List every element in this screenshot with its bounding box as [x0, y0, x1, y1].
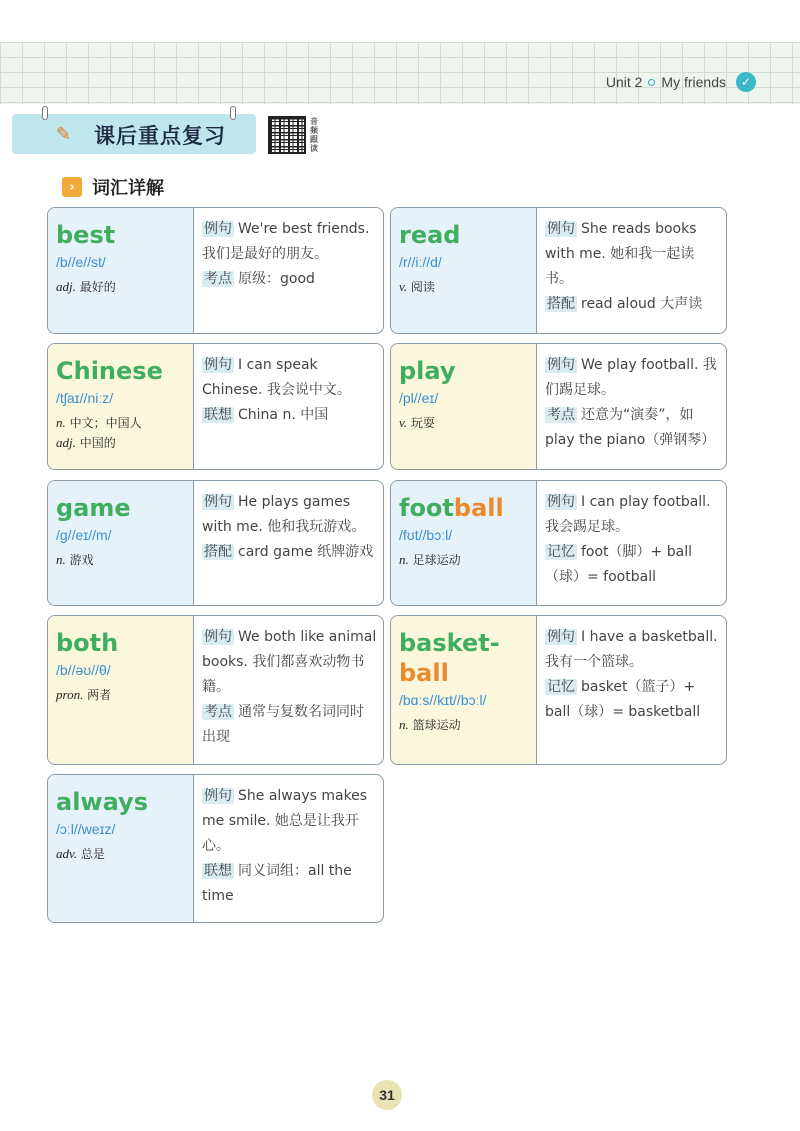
note-text: She reads books with me. 她和我一起读书。 — [545, 221, 697, 287]
pos-meaning: 总是 — [77, 847, 105, 861]
pos-abbrev: n. — [399, 552, 409, 567]
note-text: 原级：good — [238, 271, 315, 287]
note-line — [545, 675, 720, 725]
vocab-card-always — [47, 774, 384, 923]
note-tag: 考点 — [204, 271, 232, 287]
vocab-card-play — [390, 343, 727, 470]
headword — [399, 220, 536, 250]
part-of-speech — [399, 277, 536, 297]
note-tag: 例句 — [547, 221, 575, 237]
chevron-right-icon: › — [62, 177, 82, 197]
note-text: foot（脚）+ ball（球）= football — [545, 544, 692, 585]
note-tag: 搭配 — [547, 296, 575, 312]
note-text: He plays games with me. 他和我玩游戏。 — [202, 494, 366, 535]
section-tab — [12, 114, 256, 154]
note-tag: 考点 — [547, 407, 575, 423]
headword-part: ball — [453, 494, 504, 522]
note-line — [202, 267, 377, 292]
note-line — [202, 540, 377, 565]
note-text: We both like animal books. 我们都喜欢动物书籍。 — [202, 629, 377, 695]
pos-meaning: 玩耍 — [407, 416, 435, 430]
headword — [56, 787, 193, 817]
word-panel — [391, 616, 536, 764]
vocab-card-best — [47, 207, 384, 334]
notes-panel — [193, 208, 383, 333]
word-panel — [48, 775, 193, 922]
part-of-speech — [56, 550, 193, 570]
headword — [56, 628, 193, 658]
note-text: I can speak Chinese. 我会说中文。 — [202, 357, 351, 398]
note-line — [202, 217, 377, 267]
note-line — [545, 490, 720, 540]
note-text: card game 纸牌游戏 — [238, 544, 374, 560]
pencil-icon: ✎ — [56, 124, 72, 145]
headword-part: ball — [399, 659, 449, 687]
pos-abbrev: n. — [56, 552, 66, 567]
headword — [399, 356, 536, 386]
word-panel — [48, 344, 193, 469]
part-of-speech — [399, 413, 536, 433]
word-panel — [48, 616, 193, 764]
note-text: We're best friends. 我们是最好的朋友。 — [202, 221, 370, 262]
vocab-card-football — [390, 480, 727, 606]
subheading — [62, 174, 164, 200]
headword-part: basket- — [399, 629, 500, 657]
qr-code[interactable] — [268, 116, 306, 154]
word-panel — [48, 208, 193, 333]
note-line — [202, 784, 377, 859]
pos-abbrev: v. — [399, 279, 408, 294]
pos-meaning: 足球运动 — [408, 553, 461, 567]
phonetic: /tʃaɪ//niːz/ — [56, 390, 114, 406]
pos-abbrev: adj. — [56, 279, 76, 294]
part-of-speech — [56, 844, 193, 864]
note-tag: 联想 — [204, 863, 232, 879]
vocab-card-chinese — [47, 343, 384, 470]
headword-part: foot — [399, 494, 454, 522]
note-line — [545, 540, 720, 590]
vocab-card-game — [47, 480, 384, 606]
word-panel — [391, 208, 536, 333]
headword-part: Chinese — [56, 357, 163, 385]
note-text: 同义词组：all the time — [202, 863, 352, 904]
headword — [399, 628, 536, 688]
headword-part: always — [56, 788, 148, 816]
page-number: 31 — [372, 1080, 402, 1110]
note-line — [202, 700, 377, 750]
word-panel — [391, 344, 536, 469]
note-line — [202, 490, 377, 540]
note-text: She always makes me smile. 她总是让我开心。 — [202, 788, 368, 854]
note-tag: 例句 — [547, 629, 575, 645]
headword — [56, 493, 193, 523]
phonetic: /b//e//st/ — [56, 254, 106, 270]
headword-part: best — [56, 221, 116, 249]
word-panel — [391, 481, 536, 605]
part-of-speech — [56, 277, 193, 297]
vocab-card-read — [390, 207, 727, 334]
pos-meaning: 游戏 — [65, 553, 94, 567]
note-line — [202, 625, 377, 700]
part-of-speech — [56, 685, 193, 705]
note-line — [202, 403, 377, 428]
note-tag: 例句 — [204, 494, 232, 510]
vocab-card-both — [47, 615, 384, 765]
check-icon: ✓ — [736, 72, 756, 92]
headword-part: both — [56, 629, 119, 657]
note-line — [545, 353, 720, 403]
note-tag: 例句 — [204, 357, 232, 373]
unit-label — [606, 72, 756, 92]
pos-meaning: 中文；中国人 — [65, 416, 142, 430]
part-of-speech — [399, 715, 536, 735]
vocab-card-basketball — [390, 615, 727, 765]
phonetic: /bɑːs//kɪt//bɔːl/ — [399, 692, 487, 708]
phonetic: /g//eɪ//m/ — [56, 527, 112, 543]
phonetic: /fʊt//bɔːl/ — [399, 527, 453, 543]
note-tag: 联想 — [204, 407, 232, 423]
part-of-speech — [56, 413, 193, 433]
pos-meaning: 阅读 — [407, 280, 435, 294]
headword — [399, 493, 536, 523]
pos-abbrev: adj. — [56, 435, 76, 450]
unit-number: Unit 2 — [605, 74, 643, 90]
notes-panel — [536, 481, 726, 605]
notes-panel — [193, 481, 383, 605]
headword-part: game — [56, 494, 131, 522]
pos-meaning: 中国的 — [75, 436, 116, 450]
note-tag: 例句 — [547, 494, 575, 510]
qr-label: 音频跟读 — [310, 117, 318, 153]
note-line — [545, 403, 720, 453]
note-text: China n. 中国 — [238, 407, 329, 423]
pos-abbrev: v. — [399, 415, 408, 430]
word-panel — [48, 481, 193, 605]
pos-meaning: 最好的 — [75, 280, 116, 294]
note-text: I have a basketball. 我有一个篮球。 — [545, 629, 718, 670]
pin-icon — [230, 106, 236, 120]
pos-abbrev: pron. — [56, 687, 84, 702]
note-text: We play football. 我们踢足球。 — [545, 357, 717, 398]
headword-part: read — [399, 221, 461, 249]
note-line — [545, 217, 720, 292]
note-tag: 搭配 — [204, 544, 232, 560]
subheading-text: 词汇详解 — [92, 178, 164, 199]
headword — [56, 356, 193, 386]
note-line — [202, 353, 377, 403]
note-text: 通常与复数名词同时出现 — [202, 704, 364, 745]
note-tag: 例句 — [204, 788, 232, 804]
pos-meaning: 两者 — [83, 688, 112, 702]
pos-meaning: 篮球运动 — [408, 718, 461, 732]
note-tag: 例句 — [547, 357, 575, 373]
note-text: 还意为“演奏”，如 play the piano（弹钢琴） — [545, 407, 716, 448]
phonetic: /ɔːl//weɪz/ — [56, 821, 116, 837]
unit-topic: My friends — [661, 74, 726, 90]
notes-panel — [536, 208, 726, 333]
dot-icon — [648, 79, 655, 86]
phonetic: /r//iː//d/ — [399, 254, 442, 270]
note-line — [545, 292, 720, 317]
note-tag: 考点 — [204, 704, 232, 720]
pos-abbrev: n. — [56, 415, 66, 430]
phonetic: /pl//eɪ/ — [399, 390, 439, 406]
note-text: basket（篮子）+ ball（球）= basketball — [545, 679, 701, 720]
pos-abbrev: adv. — [56, 846, 78, 861]
note-tag: 例句 — [204, 221, 232, 237]
part-of-speech — [399, 550, 536, 570]
section-title: 课后重点复习 — [94, 124, 226, 148]
notes-panel — [536, 616, 726, 764]
part-of-speech — [56, 433, 193, 453]
phonetic: /b//əʊ//θ/ — [56, 662, 111, 678]
note-line — [545, 625, 720, 675]
note-text: I can play football. 我会踢足球。 — [545, 494, 711, 535]
pos-abbrev: n. — [399, 717, 409, 732]
notes-panel — [193, 616, 383, 764]
note-line — [202, 859, 377, 909]
note-tag: 记忆 — [547, 679, 575, 695]
notes-panel — [193, 344, 383, 469]
notes-panel — [193, 775, 383, 922]
headword — [56, 220, 193, 250]
headword-part: play — [399, 357, 456, 385]
note-text: read aloud 大声读 — [581, 296, 703, 312]
note-tag: 例句 — [204, 629, 232, 645]
pin-icon — [42, 106, 48, 120]
notes-panel — [536, 344, 726, 469]
note-tag: 记忆 — [547, 544, 575, 560]
